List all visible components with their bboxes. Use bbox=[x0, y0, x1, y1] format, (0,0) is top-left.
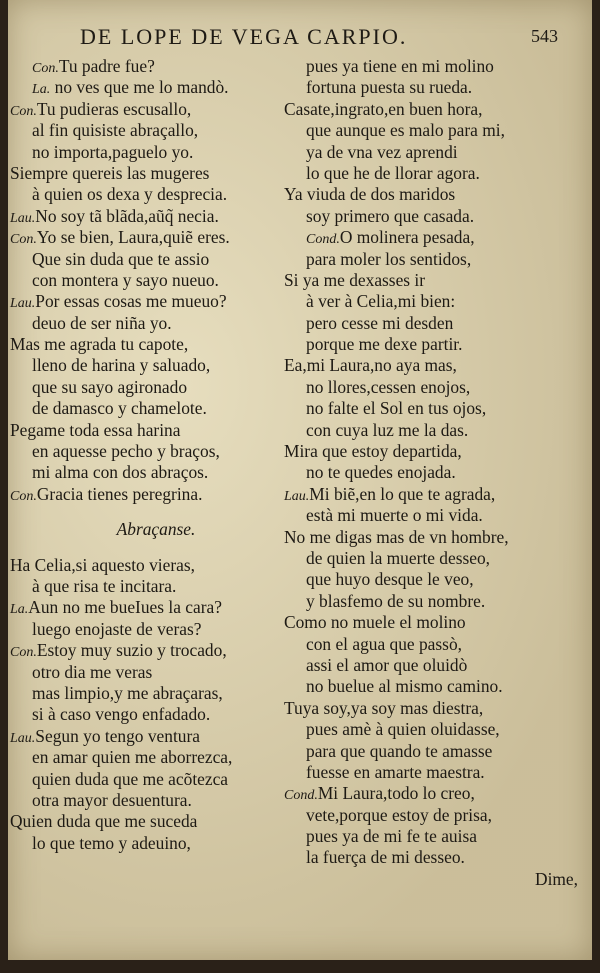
verse-text: de damasco y chamelote. bbox=[32, 398, 207, 419]
verse-line bbox=[284, 698, 584, 719]
book-page bbox=[8, 0, 592, 960]
verse-line bbox=[284, 527, 584, 548]
verse-text: Mira que estoy departida, bbox=[284, 441, 462, 462]
verse-line bbox=[284, 634, 584, 655]
verse-text: O molinera pesada, bbox=[339, 227, 475, 248]
speaker-label: Con. bbox=[32, 61, 59, 76]
verse-line bbox=[10, 99, 302, 120]
right-column bbox=[284, 56, 584, 890]
verse-text: Por essas cosas me mueuo? bbox=[35, 291, 227, 312]
verse-line bbox=[10, 334, 302, 355]
verse-text: Tuya soy,ya soy mas diestra, bbox=[284, 697, 484, 718]
verse-line bbox=[284, 334, 584, 355]
verse-line bbox=[10, 313, 302, 334]
verse-text: Abraçanse. bbox=[116, 519, 196, 540]
verse-line bbox=[284, 847, 584, 868]
verse-line bbox=[284, 783, 584, 804]
verse-line bbox=[10, 462, 302, 483]
verse-text: Ya viuda de dos maridos bbox=[284, 184, 456, 205]
verse-text: soy primero que casada. bbox=[306, 205, 475, 226]
verse-text: porque me dexe partir. bbox=[306, 334, 463, 355]
verse-text: no ves que me lo mandò. bbox=[50, 77, 229, 98]
verse-text: Estoy muy suzio y trocado, bbox=[36, 640, 227, 661]
verse-text: Tu pudieras escusallo, bbox=[36, 98, 192, 119]
verse-text: vete,porque estoy de prisa, bbox=[306, 804, 492, 825]
verse-text: Si ya me dexasses ir bbox=[284, 269, 426, 290]
verse-line bbox=[10, 291, 302, 312]
speaker-label: Cond. bbox=[284, 788, 318, 804]
verse-line bbox=[10, 56, 302, 77]
verse-text: fortuna puesta su rueda. bbox=[306, 77, 473, 98]
verse-line bbox=[284, 355, 584, 376]
verse-text: otro dia me veras bbox=[32, 661, 153, 682]
verse-text: ya de vna vez aprendi bbox=[306, 141, 458, 162]
verse-line bbox=[10, 726, 302, 747]
verse-line bbox=[284, 548, 584, 569]
speaker-label: Lau. bbox=[10, 296, 36, 312]
verse-text: si à caso vengo enfadado. bbox=[32, 704, 211, 725]
verse-text: Quien duda que me suceda bbox=[10, 811, 198, 832]
verse-line bbox=[284, 99, 584, 120]
page-number: 543 bbox=[531, 26, 558, 46]
verse-text: pues amè à quien oluidasse, bbox=[306, 719, 500, 740]
verse-text: la fuerça de mi desseo. bbox=[306, 847, 465, 868]
verse-line bbox=[284, 291, 584, 312]
verse-text: à ver à Celia,mi bien: bbox=[306, 291, 456, 312]
verse-line bbox=[284, 142, 584, 163]
verse-text: à quien os dexa y desprecia. bbox=[32, 184, 228, 205]
verse-text: luego enojaste de veras? bbox=[32, 618, 202, 639]
verse-line bbox=[284, 484, 584, 505]
verse-line bbox=[10, 184, 302, 205]
verse-text: assi el amor que oluidò bbox=[306, 654, 468, 675]
verse-text: No soy tã blãda,aũq̃ necia. bbox=[35, 205, 219, 226]
verse-line bbox=[284, 206, 584, 227]
verse-line bbox=[10, 227, 302, 248]
verse-line bbox=[10, 77, 302, 98]
verse-text: Ha Celia,si aquesto vieras, bbox=[10, 554, 195, 575]
verse-text: Siempre quereis las mugeres bbox=[10, 162, 210, 183]
verse-line bbox=[10, 662, 302, 683]
verse-text: lo que temo y adeuino, bbox=[32, 832, 191, 853]
verse-text: lo que he de llorar agora. bbox=[306, 162, 480, 183]
verse-text: pero cesse mi desden bbox=[306, 312, 454, 333]
verse-text: Tu padre fue? bbox=[58, 56, 155, 76]
spacer bbox=[10, 505, 302, 519]
verse-line bbox=[284, 612, 584, 633]
verse-text: al fin quisiste abraçallo, bbox=[32, 120, 199, 141]
verse-line bbox=[10, 206, 302, 227]
verse-text: à que risa te incitara. bbox=[32, 575, 177, 596]
verse-text: quien duda que me acõtezca bbox=[32, 768, 229, 789]
verse-text: Yo se bien, Laura,quiẽ eres. bbox=[36, 227, 230, 248]
left-column bbox=[10, 56, 302, 854]
verse-text: con el agua que passò, bbox=[306, 633, 462, 654]
verse-line bbox=[10, 377, 302, 398]
verse-line bbox=[284, 56, 584, 77]
verse-line bbox=[284, 676, 584, 697]
verse-line bbox=[284, 869, 584, 890]
verse-line bbox=[10, 249, 302, 270]
verse-text: no llores,cessen enojos, bbox=[306, 376, 471, 397]
verse-line bbox=[284, 569, 584, 590]
page-header bbox=[8, 24, 592, 54]
speaker-label: Con. bbox=[10, 103, 37, 119]
verse-line bbox=[284, 249, 584, 270]
verse-text: Dime, bbox=[535, 868, 578, 889]
verse-text: otra mayor desuentura. bbox=[32, 789, 192, 810]
verse-line bbox=[284, 741, 584, 762]
verse-text: Que sin duda que te assio bbox=[32, 248, 210, 269]
verse-line bbox=[284, 655, 584, 676]
verse-text: Pegame toda essa harina bbox=[10, 419, 181, 440]
verse-line bbox=[284, 805, 584, 826]
verse-line bbox=[10, 484, 302, 505]
verse-line bbox=[284, 762, 584, 783]
speaker-label: Con. bbox=[10, 232, 37, 248]
verse-line bbox=[10, 597, 302, 618]
verse-text: Aun no me bueIues la cara? bbox=[28, 597, 222, 618]
verse-line bbox=[10, 704, 302, 725]
verse-text: para que quando te amasse bbox=[306, 740, 493, 761]
verse-line bbox=[10, 270, 302, 291]
speaker-label: Con. bbox=[10, 488, 37, 504]
verse-text: lleno de harina y saluado, bbox=[32, 355, 211, 376]
verse-line bbox=[10, 683, 302, 704]
speaker-label: Con. bbox=[10, 645, 37, 661]
verse-line bbox=[10, 420, 302, 441]
stage-direction bbox=[10, 519, 302, 540]
verse-line bbox=[10, 833, 302, 854]
verse-line bbox=[284, 826, 584, 847]
verse-line bbox=[10, 555, 302, 576]
verse-text: no importa,paguelo yo. bbox=[32, 141, 194, 162]
verse-text: no te quedes enojada. bbox=[306, 462, 456, 483]
verse-line bbox=[284, 77, 584, 98]
verse-text: pues ya tiene en mi molino bbox=[306, 56, 494, 76]
verse-text: Mas me agrada tu capote, bbox=[10, 334, 189, 355]
verse-text: y blasfemo de su nombre. bbox=[306, 590, 486, 611]
verse-line bbox=[284, 184, 584, 205]
verse-text: deuo de ser niña yo. bbox=[32, 312, 172, 333]
verse-line bbox=[284, 377, 584, 398]
verse-line bbox=[284, 591, 584, 612]
verse-text: mas limpio,y me abraçaras, bbox=[32, 682, 223, 703]
verse-text: Como no muele el molino bbox=[284, 612, 466, 633]
verse-line bbox=[284, 441, 584, 462]
verse-text: pues ya de mi fe te auisa bbox=[306, 826, 477, 847]
verse-text: No me digas mas de vn hombre, bbox=[284, 526, 509, 547]
verse-text: no falte el Sol en tus ojos, bbox=[306, 398, 487, 419]
verse-text: està mi muerte o mi vida. bbox=[306, 505, 483, 526]
speaker-label: Cond. bbox=[306, 232, 340, 248]
verse-text: Mi biẽ,en lo que te agrada, bbox=[309, 483, 496, 504]
verse-line bbox=[284, 398, 584, 419]
verse-text: Segun yo tengo ventura bbox=[35, 725, 200, 746]
speaker-label: Lau. bbox=[284, 488, 310, 504]
verse-line bbox=[10, 398, 302, 419]
verse-line bbox=[10, 355, 302, 376]
verse-line bbox=[284, 313, 584, 334]
verse-line bbox=[10, 790, 302, 811]
verse-text: Casate,ingrato,en buen hora, bbox=[284, 98, 483, 119]
verse-line bbox=[10, 640, 302, 661]
verse-text: que huyo desque le veo, bbox=[306, 569, 474, 590]
verse-line bbox=[10, 441, 302, 462]
verse-text: que aunque es malo para mi, bbox=[306, 120, 505, 141]
verse-text: con cuya luz me la das. bbox=[306, 419, 469, 440]
verse-line bbox=[284, 270, 584, 291]
verse-text: de quien la muerte desseo, bbox=[306, 547, 490, 568]
speaker-label: Lau. bbox=[10, 210, 36, 226]
verse-line bbox=[10, 120, 302, 141]
verse-text: no buelue al mismo camino. bbox=[306, 676, 503, 697]
verse-text: fuesse en amarte maestra. bbox=[306, 761, 485, 782]
verse-line bbox=[284, 462, 584, 483]
verse-text: en amar quien me aborrezca, bbox=[32, 747, 233, 768]
verse-text: en aquesse pecho y braços, bbox=[32, 441, 220, 462]
speaker-label: La. bbox=[32, 82, 51, 98]
verse-line bbox=[10, 747, 302, 768]
speaker-label: La. bbox=[10, 602, 29, 618]
verse-line bbox=[284, 505, 584, 526]
verse-text: para moler los sentidos, bbox=[306, 248, 472, 269]
verse-text: con montera y sayo nueuo. bbox=[32, 269, 219, 290]
verse-line bbox=[10, 142, 302, 163]
verse-text: Gracia tienes peregrina. bbox=[36, 483, 203, 504]
verse-line bbox=[284, 227, 584, 248]
verse-line bbox=[10, 163, 302, 184]
verse-line bbox=[10, 576, 302, 597]
verse-line bbox=[284, 120, 584, 141]
verse-line bbox=[10, 811, 302, 832]
speaker-label: Lau. bbox=[10, 730, 36, 746]
verse-text: que su sayo agironado bbox=[32, 376, 188, 397]
verse-line bbox=[10, 619, 302, 640]
verse-line bbox=[284, 719, 584, 740]
running-title: DE LOPE DE VEGA CARPIO. bbox=[80, 24, 408, 49]
verse-text: Ea,mi Laura,no aya mas, bbox=[284, 355, 457, 376]
verse-text: mi alma con dos abraços. bbox=[32, 462, 209, 483]
verse-line bbox=[284, 420, 584, 441]
verse-line bbox=[284, 163, 584, 184]
verse-line bbox=[10, 769, 302, 790]
spacer bbox=[10, 541, 302, 555]
verse-text: Mi Laura,todo lo creo, bbox=[317, 783, 475, 804]
